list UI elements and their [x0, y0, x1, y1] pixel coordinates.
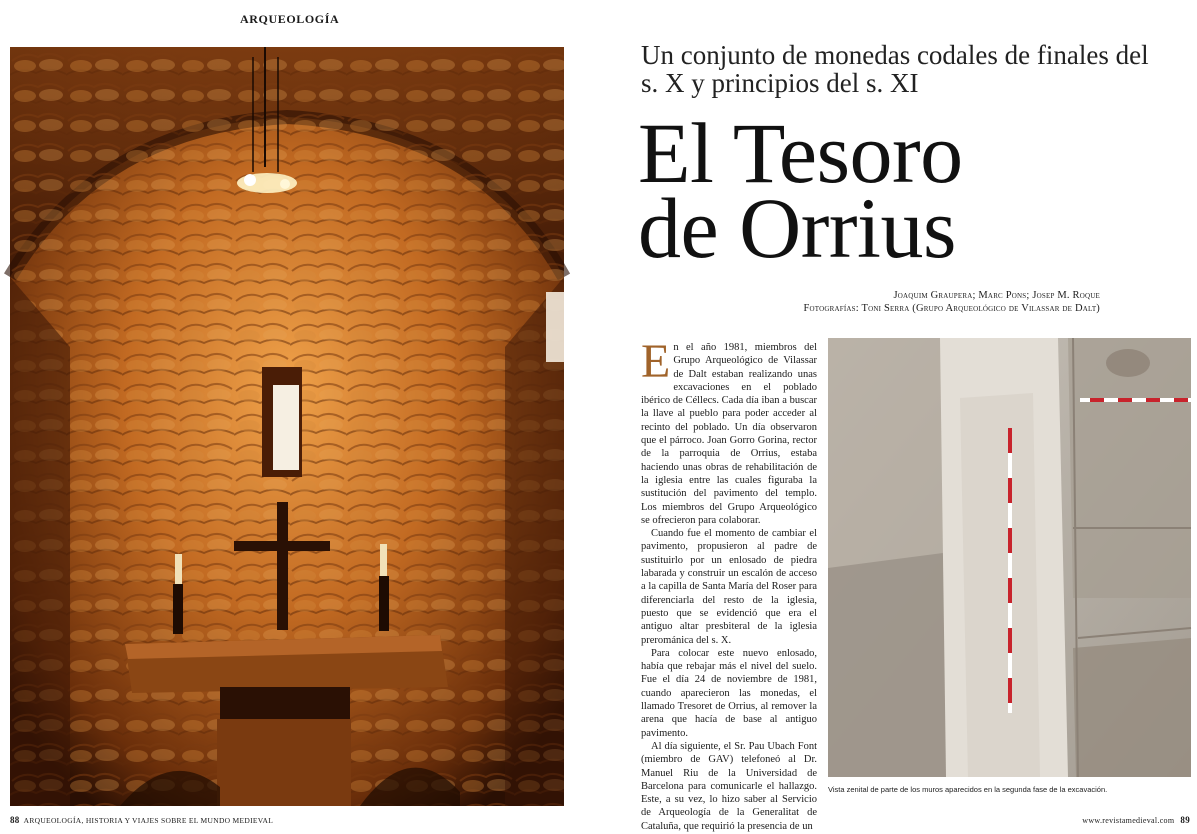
byline-authors: Joaquim Graupera; Marc Pons; Josep M. Roque: [893, 290, 1100, 301]
article-subtitle: Un conjunto de monedas codales de finales del s. X y principios del s. XI: [641, 40, 1149, 98]
chapel-photo: [10, 47, 564, 806]
excavation-photo: [828, 338, 1191, 777]
section-label: ARQUEOLOGÍA: [240, 12, 340, 26]
article-title-line-2: de Orrius: [638, 180, 956, 276]
byline-photos: Fotografías: Toni Serra (Grupo Arqueológico de Vilassar de Dalt): [803, 303, 1100, 314]
page-number-left: 88: [10, 815, 20, 825]
paragraph-4: Al día siguiente, el Sr. Pau Ubach Font (miembro de GAV) telefoneó al Dr. Manuel Riu de la Universidad de Barcelona para comunicarle el hallazgo. Este, a su vez, lo hizo saber al Servicio de Arqueología de la Generalitat de Cataluña, que requirió la presencia de un: [641, 740, 817, 832]
article-title-line-1: El Tesoro: [638, 105, 963, 201]
paragraph-3: Para colocar este nuevo enlosado, había que rebajar más el nivel del suelo. Fue el día 24 de noviembre de 1981, cuando aparecieron las monedas, el llamado Tresoret de Orrius, al remover la arena que hacía de base al antiguo pavimento.: [641, 647, 817, 739]
article-body: [641, 335, 817, 832]
photo-caption: Vista zenital de parte de los muros aparecidos en la segunda fase de la excavación.: [828, 785, 1108, 794]
page-number-right: 89: [1180, 815, 1190, 825]
paragraph-1-text: n el año 1981, miembros del Grupo Arqueológico de Vilassar de Dalt estaban realizando unas excavaciones en el poblado ibérico de Céllecs. Cada día iban a buscar la llave al pueblo para poder acceder al recinto del poblado. Un día observaron que el párroco. Joan Gorro Gorina, rector de la parroquia de Orrius, estaba haciendo unas obras de rehabilitación de la iglesia entre las cuales figuraba la sustitución del pavimento del templo. Los miembros del Grupo Arqueológico se ofrecieron para colaborar.: [641, 342, 817, 526]
paragraph-1: [641, 335, 817, 527]
article-title: [638, 105, 1178, 276]
folio-right: [1000, 815, 1190, 825]
folio-left-text: ARQUEOLOGÍA, HISTORIA Y VIAJES SOBRE EL MUNDO MEDIEVAL: [23, 816, 274, 825]
byline: [640, 289, 1100, 315]
folio-left: [10, 815, 273, 825]
drop-cap: E: [641, 335, 671, 388]
paragraph-2: Cuando fue el momento de cambiar el pavimento, propusieron al padre de sustituirlo por un enlosado de piedra labarada y construir un escalón de acceso a la capilla de Santa María del Roser para diferenciarla del resto de la iglesia, puesto que se evidenció que era el antiguo altar presbiteral de la iglesia prerománica del s. X.: [641, 528, 817, 646]
excavation-photo-graphic: [828, 338, 1191, 777]
chapel-photo-graphic: [10, 47, 564, 806]
folio-url: www.revistamedieval.com: [1082, 816, 1175, 825]
